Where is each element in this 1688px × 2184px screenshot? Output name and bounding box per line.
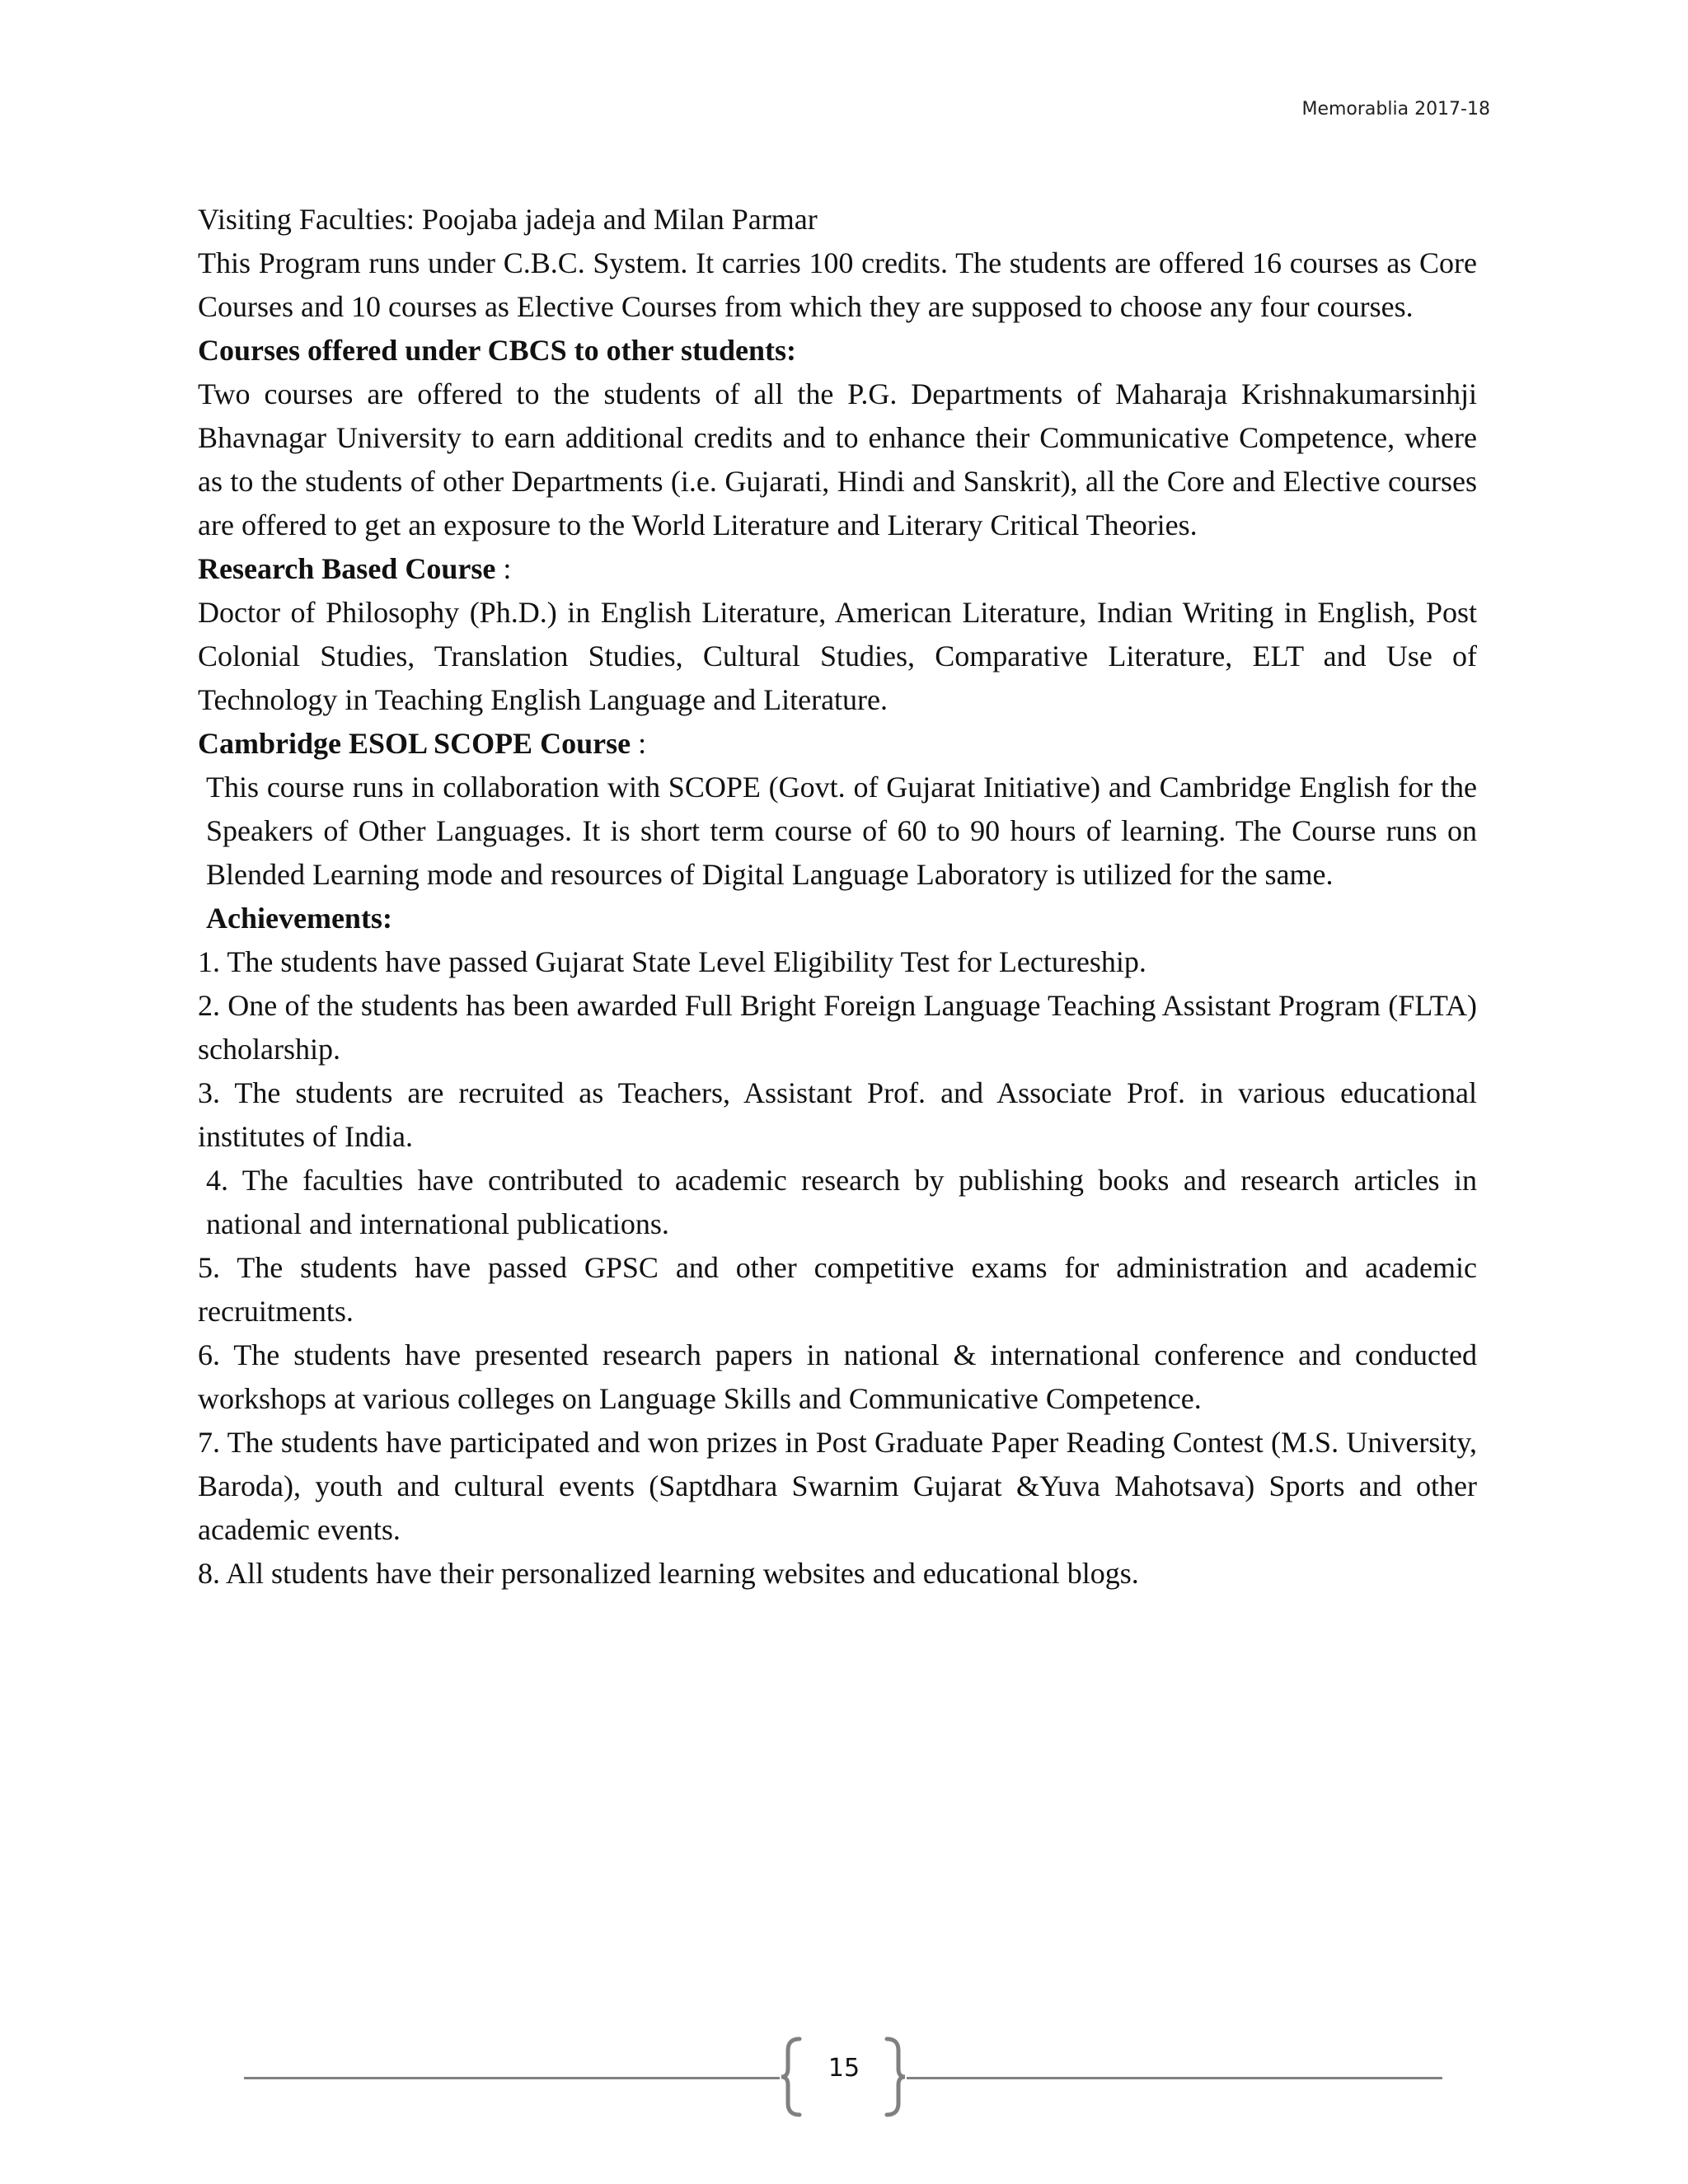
achievement-item-7: 7. The students have participated and won prizes in Post Graduate Paper Reading Contest (M.S. University, Baroda), youth and cultural events (Saptdhara Swarnim Gujarat &Yuva Mahotsava) Sports and other academic events. bbox=[198, 1426, 1477, 1546]
cbcs-heading: Courses offered under CBCS to other students: bbox=[198, 334, 797, 367]
footer-rule-right bbox=[907, 2077, 1442, 2079]
achievement-item-1: 1. The students have passed Gujarat State Level Eligibility Test for Lectureship. bbox=[198, 945, 1146, 978]
research-heading: Research Based Course bbox=[198, 552, 496, 585]
achievement-item-3: 3. The students are recruited as Teachers, Assistant Prof. and Associate Prof. in various educational institutes of India. bbox=[198, 1076, 1477, 1153]
cambridge-heading-colon: : bbox=[631, 727, 647, 760]
achievement-item-2: 2. One of the students has been awarded Full Bright Foreign Language Teaching Assistant Program (FLTA) scholarship. bbox=[198, 989, 1477, 1066]
research-heading-colon: : bbox=[495, 552, 512, 585]
research-paragraph: Doctor of Philosophy (Ph.D.) in English Literature, American Literature, Indian Writing in English, Post Colonial Studies, Translation Studies, Cultural Studies, Comparative Literature, ELT and Use of Technology in Teaching English Language and Literature. bbox=[198, 596, 1477, 716]
footer-rule-left bbox=[244, 2077, 780, 2079]
page-number: 15 bbox=[828, 2054, 860, 2083]
right-brace-icon bbox=[884, 2036, 908, 2118]
running-header: Memorablia 2017-18 bbox=[1301, 99, 1490, 120]
program-paragraph: This Program runs under C.B.C. System. It carries 100 credits. The students are offered 16 courses as Core Courses and 10 courses as Elective Courses from which they are supposed to choose any four courses. bbox=[198, 246, 1477, 323]
page-footer bbox=[244, 2036, 1442, 2118]
left-brace-icon bbox=[778, 2036, 803, 2118]
page-body bbox=[198, 198, 1477, 1596]
achievement-item-5: 5. The students have passed GPSC and other competitive exams for administration and academic recruitments. bbox=[198, 1251, 1477, 1328]
achievements-heading: Achievements: bbox=[206, 902, 392, 935]
research-heading-line bbox=[198, 547, 1477, 591]
cambridge-paragraph: This course runs in collaboration with SCOPE (Govt. of Gujarat Initiative) and Cambridge English for the Speakers of Other Languages. It is short term course of 60 to 90 hours of learning. The Course runs on Blended Learning mode and resources of Digital Language Laboratory is utilized for the same. bbox=[206, 771, 1477, 891]
achievement-item-6: 6. The students have presented research papers in national & international conference and conducted workshops at various colleges on Language Skills and Communicative Competence. bbox=[198, 1338, 1477, 1415]
achievement-item-4: 4. The faculties have contributed to academic research by publishing books and research articles in national and international publications. bbox=[206, 1164, 1477, 1240]
achievement-item-8: 8. All students have their personalized learning websites and educational blogs. bbox=[198, 1557, 1139, 1590]
cbcs-paragraph: Two courses are offered to the students of all the P.G. Departments of Maharaja Krishnakumarsinhji Bhavnagar University to earn additional credits and to enhance their Communicative Competence, where as to the students of other Departments (i.e. Gujarati, Hindi and Sanskrit), all the Core and Elective courses are offered to get an exposure to the World Literature and Literary Critical Theories. bbox=[198, 377, 1477, 541]
cambridge-heading-line bbox=[198, 722, 1477, 766]
visiting-faculties-line: Visiting Faculties: Poojaba jadeja and Milan Parmar bbox=[198, 203, 818, 236]
cambridge-heading: Cambridge ESOL SCOPE Course bbox=[198, 727, 631, 760]
